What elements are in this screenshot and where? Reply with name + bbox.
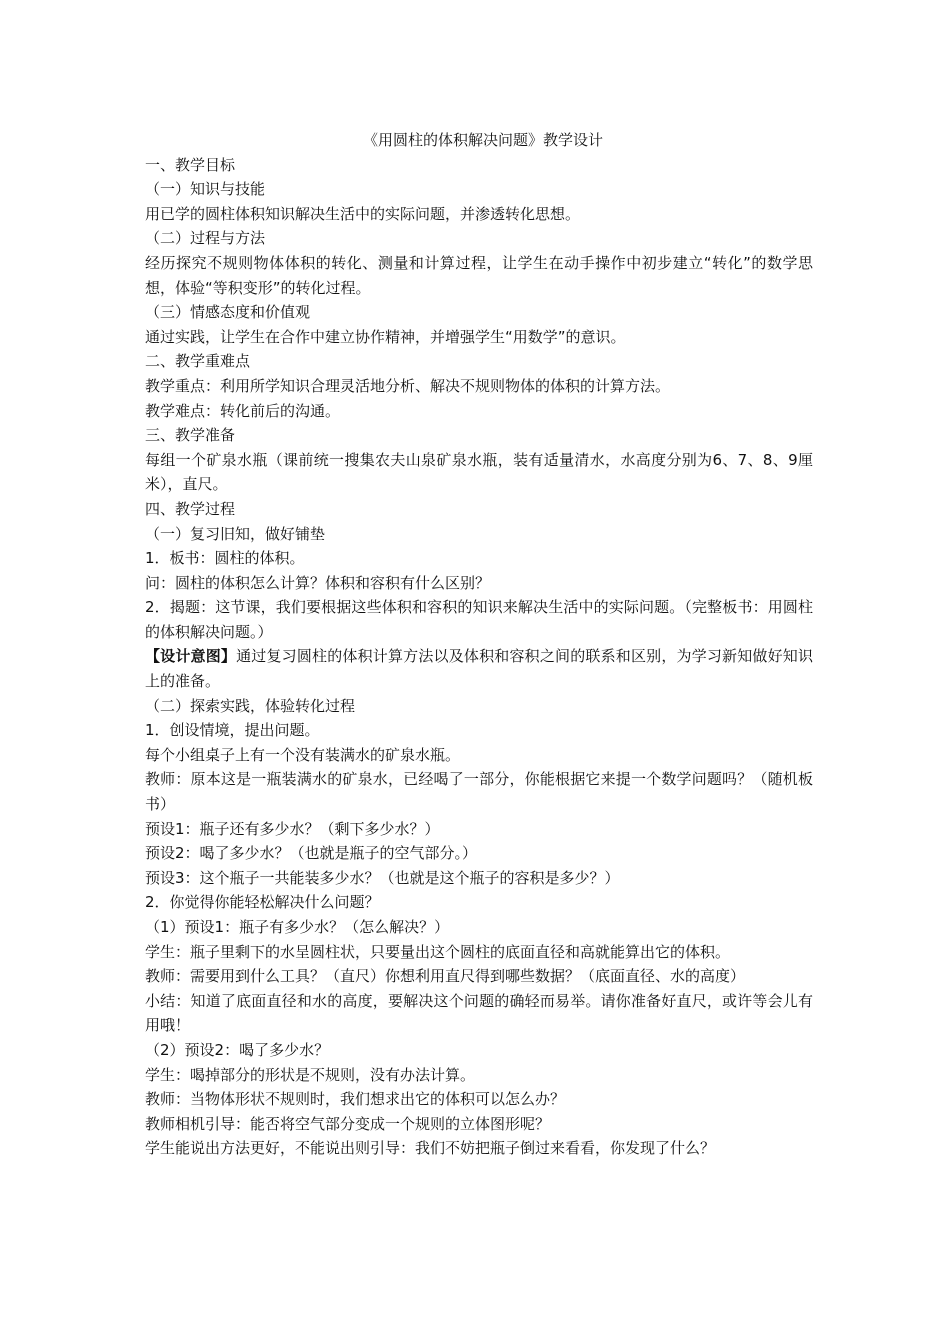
paragraph: 教师：原本这是一瓶装满水的矿泉水，已经喝了一部分，你能根据它来提一个数学问题吗？（随机板书） [145,770,813,814]
subheading-attitude-values: （三）情感态度和价值观 [145,303,311,322]
paragraph: 教学重点：利用所学知识合理灵活地分析、解决不规则物体的体积的计算方法。 [145,376,671,395]
paragraph: 每个小组桌子上有一个没有装满水的矿泉水瓶。 [145,745,461,764]
paragraph: 1．创设情境，提出问题。 [145,721,320,740]
paragraph: 2．你觉得你能轻松解决什么问题？ [145,893,380,912]
paragraph: 学生能说出方法更好，不能说出则引导：我们不妨把瓶子倒过来看看，你发现了什么？ [145,1139,716,1158]
paragraph: 学生：瓶子里剩下的水呈圆柱状，只要量出这个圆柱的底面直径和高就能算出它的体积。 [145,942,731,961]
heading-teaching-goals: 一、教学目标 [145,155,236,174]
paragraph: 经历探究不规则物体体积的转化、测量和计算过程，让学生在动手操作中初步建立“转化”的数学思想，体验“等积变形”的转化过程。 [145,253,813,297]
design-intent-paragraph [145,644,813,693]
paragraph: 问：圆柱的体积怎么计算？体积和容积有什么区别？ [145,573,491,592]
paragraph: （1）预设1：瓶子有多少水？（怎么解决？） [145,918,450,936]
paragraph: 1．板书：圆柱的体积。 [145,549,305,568]
paragraph: 预设1：瓶子还有多少水？（剩下多少水？） [145,819,440,838]
paragraph: 2．揭题：这节课，我们要根据这些体积和容积的知识来解决生活中的实际问题。（完整板书：用圆柱的体积解决问题。） [145,598,813,641]
heading-preparation: 三、教学准备 [145,426,236,445]
paragraph: 小结：知道了底面直径和水的高度，要解决这个问题的确轻而易举。请你准备好直尺，或许等会儿有用哦！ [145,991,813,1035]
subheading-explore: （二）探索实践，体验转化过程 [145,696,356,715]
paragraph: 教师：需要用到什么工具？（直尺）你想利用直尺得到哪些数据？（底面直径、水的高度） [145,967,746,986]
paragraph: 教学难点：转化前后的沟通。 [145,401,341,420]
paragraph: 教师：当物体形状不规则时，我们想求出它的体积可以怎么办？ [145,1090,566,1109]
paragraph: 通过实践，让学生在合作中建立协作精神，并增强学生“用数学”的意识。 [145,327,626,346]
paragraph: （2）预设2：喝了多少水？ [145,1040,330,1059]
subheading-process-method: （二）过程与方法 [145,229,266,248]
design-intent-text: 通过复习圆柱的体积计算方法以及体积和容积之间的联系和区别，为学习新知做好知识上的准备。 [145,647,813,691]
document-body [145,128,813,1161]
subheading-knowledge-skills: （一）知识与技能 [145,180,266,199]
paragraph: 用已学的圆柱体积知识解决生活中的实际问题，并渗透转化思想。 [145,204,581,223]
paragraph: 预设3：这个瓶子一共能装多少水？（也就是这个瓶子的容积是多少？） [145,868,620,887]
paragraph: 每组一个矿泉水瓶（课前统一搜集农夫山泉矿泉水瓶，装有适量清水，水高度分别为6、7、8、9厘米），直尺。 [145,450,813,494]
heading-teaching-process: 四、教学过程 [145,499,236,518]
subheading-review: （一）复习旧知，做好铺垫 [145,524,326,543]
design-intent-label: 【设计意图】 [145,647,237,666]
document-title: 《用圆柱的体积解决问题》教学设计 [362,131,603,149]
heading-key-difficult-points: 二、教学重难点 [145,352,251,371]
paragraph: 教师相机引导：能否将空气部分变成一个规则的立体图形呢？ [145,1114,551,1133]
paragraph: 预设2：喝了多少水？（也就是瓶子的空气部分。） [145,844,478,863]
paragraph: 学生：喝掉部分的形状是不规则，没有办法计算。 [145,1065,476,1084]
